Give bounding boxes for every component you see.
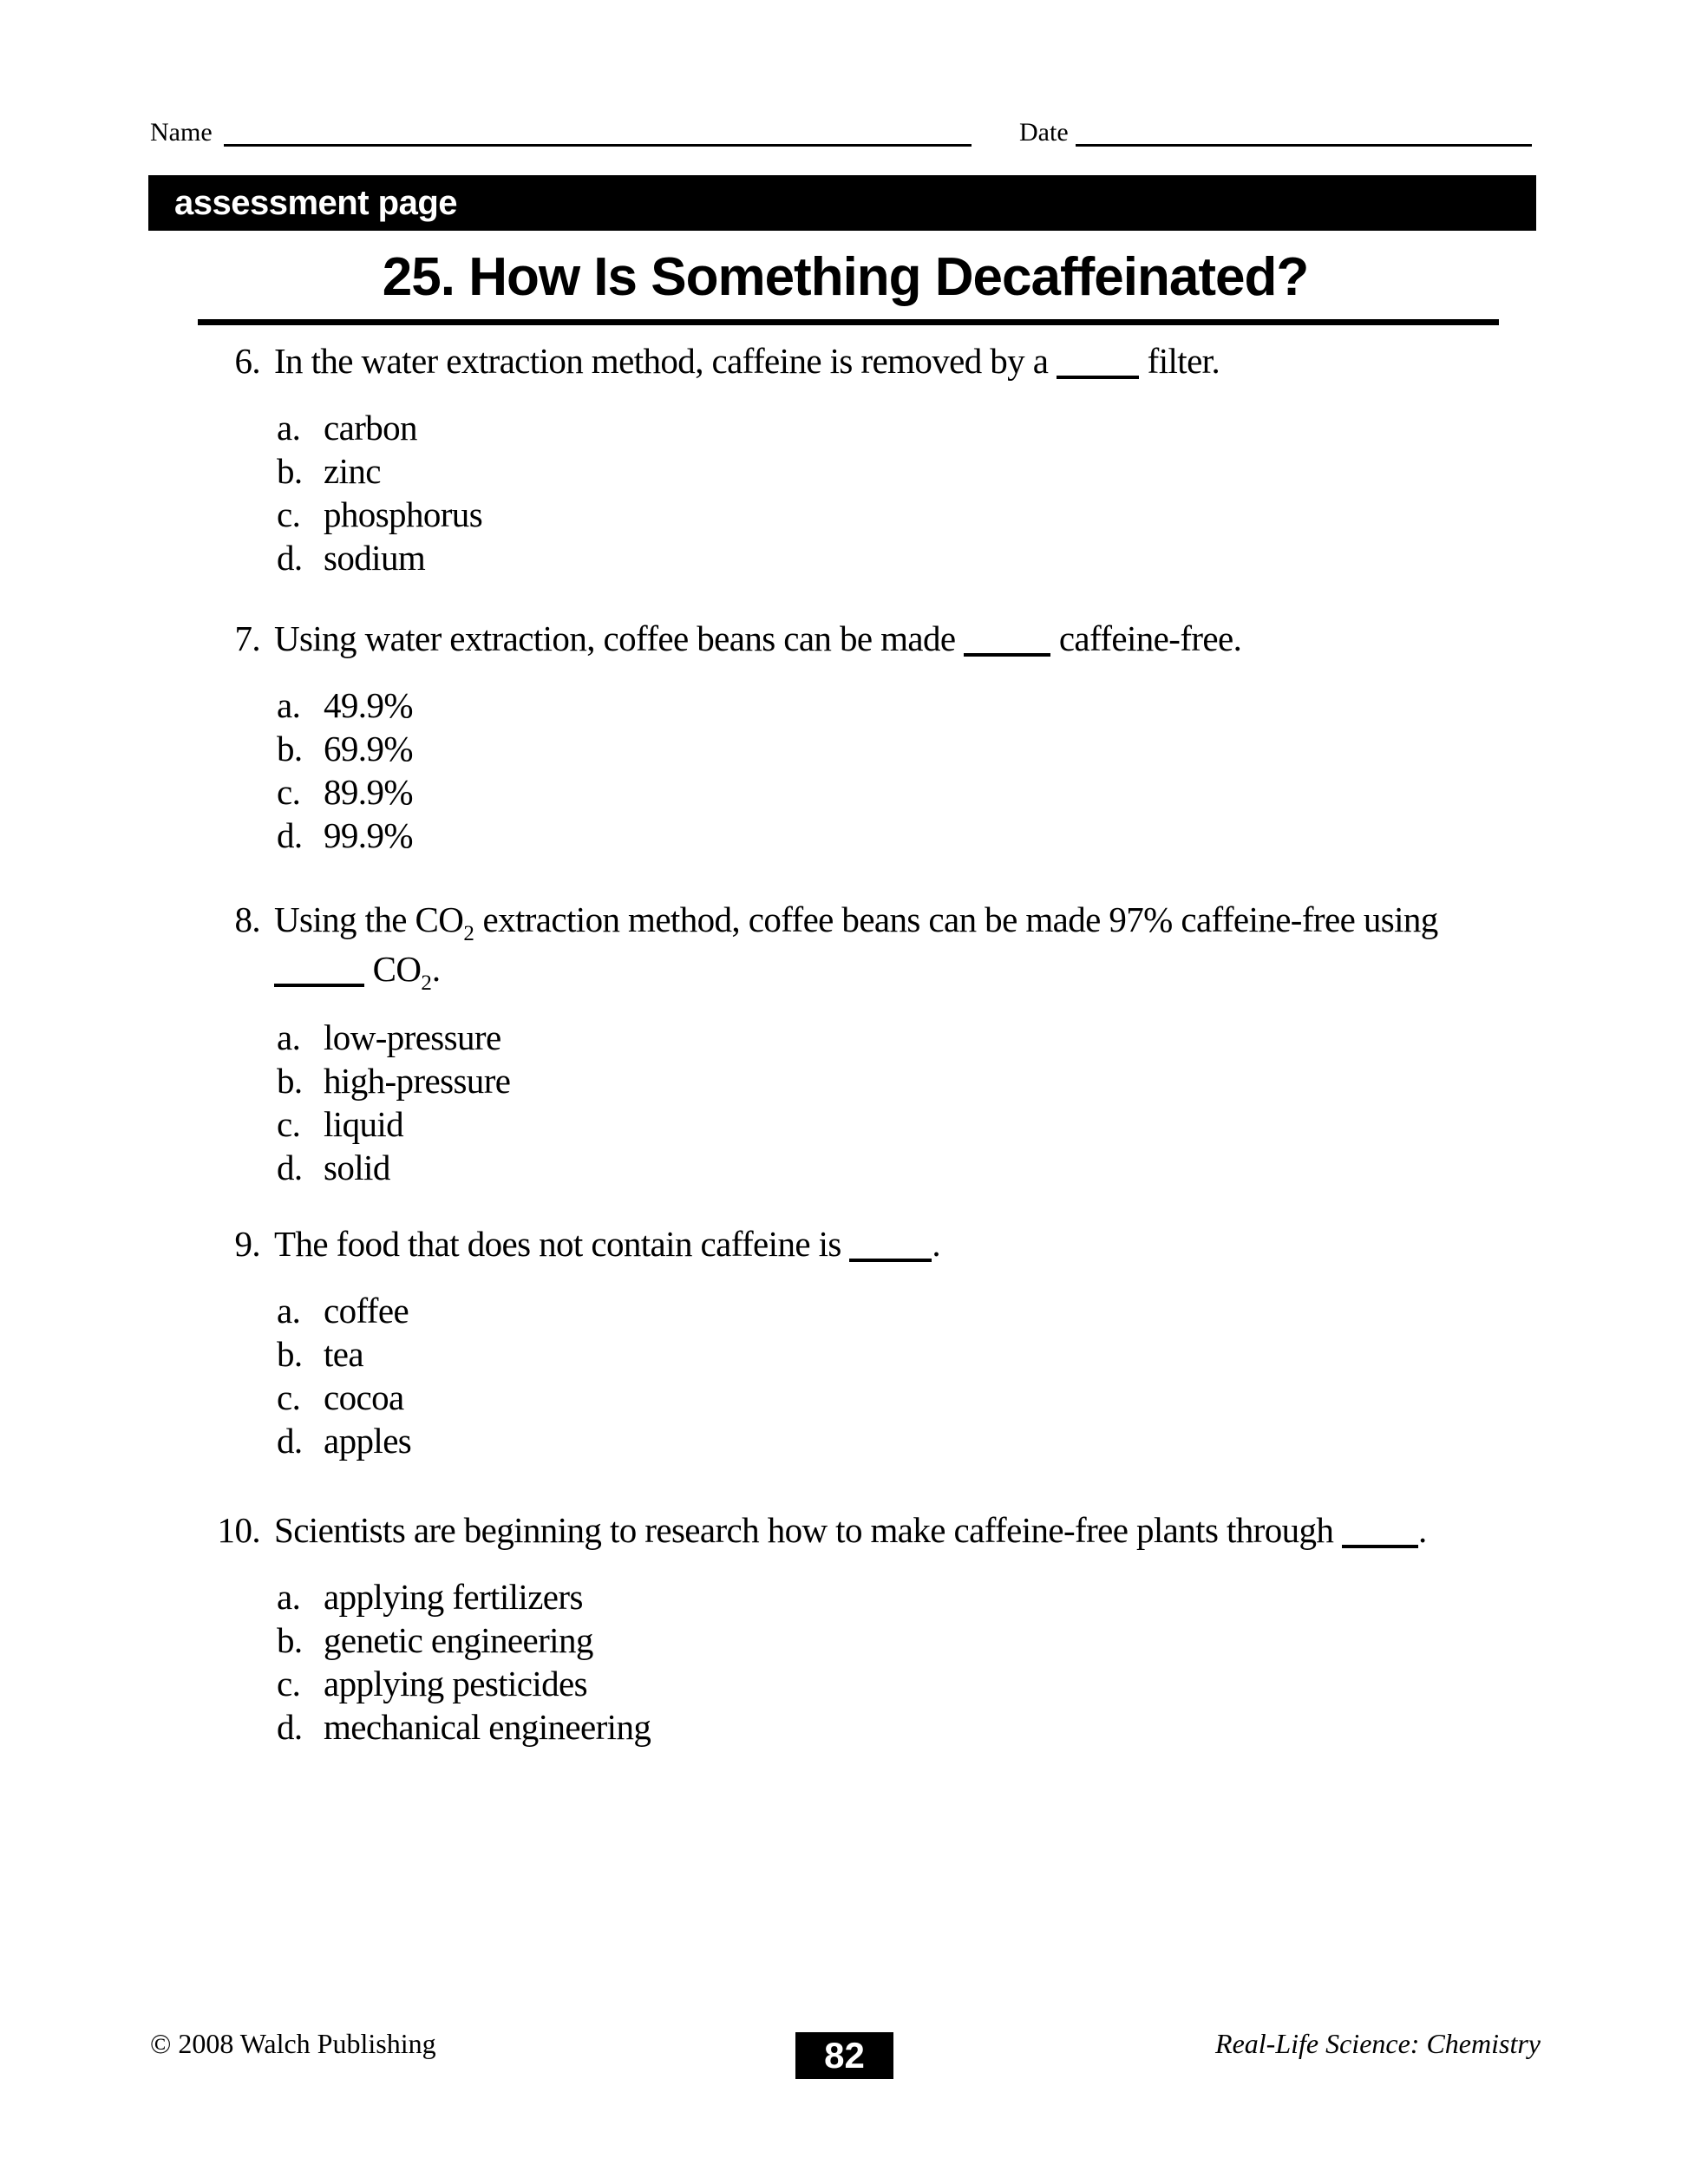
question-number: 6.: [234, 341, 260, 381]
options-list: [150, 1575, 1567, 1749]
question-10: [150, 1508, 1567, 1749]
option-text: tea: [324, 1334, 363, 1374]
option-letter: d.: [277, 1148, 303, 1187]
option-text: sodium: [324, 538, 426, 578]
option-row: [150, 449, 1567, 493]
question-line: [150, 898, 1567, 997]
options-list: [150, 406, 1567, 579]
question-text-before: Using water extraction, coffee beans can be made: [274, 618, 956, 658]
option-letter: a.: [277, 1017, 301, 1057]
option-text: 69.9%: [324, 729, 413, 768]
question-text-line2: [274, 947, 1438, 997]
option-text: applying pesticides: [324, 1664, 588, 1703]
footer-copyright: © 2008 Walch Publishing: [150, 2028, 436, 2059]
title-rule: [198, 319, 1499, 325]
question-line: [150, 1222, 1567, 1265]
option-letter: c.: [277, 1104, 301, 1144]
question-text: [274, 617, 1241, 660]
option-letter: a.: [277, 1577, 301, 1617]
option-text: mechanical engineering: [324, 1707, 651, 1747]
option-text: applying fertilizers: [324, 1577, 583, 1617]
option-letter: d.: [277, 815, 303, 855]
option-text: high-pressure: [324, 1061, 511, 1101]
answer-blank: [964, 653, 1050, 657]
option-text: phosphorus: [324, 494, 483, 534]
option-text: genetic engineering: [324, 1620, 593, 1660]
assessment-banner: [148, 175, 1536, 231]
option-row: [150, 1332, 1567, 1376]
option-letter: c.: [277, 1664, 301, 1703]
question-line: [150, 617, 1567, 660]
option-letter: c.: [277, 1377, 301, 1417]
worksheet-title: [150, 247, 1541, 307]
option-letter: d.: [277, 538, 303, 578]
option-row: [150, 727, 1567, 770]
banner-label: assessment page: [174, 184, 458, 222]
option-letter: a.: [277, 1291, 301, 1331]
option-letter: b.: [277, 1620, 303, 1660]
option-text: coffee: [324, 1291, 409, 1331]
name-label: Name: [150, 118, 213, 147]
option-row: [150, 1705, 1567, 1749]
answer-blank: [274, 984, 364, 987]
question-text: [274, 898, 1438, 997]
option-row: [150, 814, 1567, 857]
question-text-before: Scientists are beginning to research how to make caffeine-free plants through: [274, 1510, 1334, 1550]
option-row: [150, 1618, 1567, 1662]
option-row: [150, 770, 1567, 814]
option-row: [150, 1376, 1567, 1419]
page-number: 82: [824, 2035, 865, 2076]
question-number: 7.: [234, 618, 260, 658]
co2-subscript: 2: [421, 971, 432, 995]
question-text-after: caffeine-free.: [1058, 618, 1242, 658]
question-text: [274, 1222, 940, 1265]
option-text: liquid: [324, 1104, 404, 1144]
option-text: cocoa: [324, 1377, 404, 1417]
option-text: 99.9%: [324, 815, 413, 855]
question-number: 10.: [217, 1510, 260, 1550]
option-letter: d.: [277, 1421, 303, 1461]
option-row: [150, 1146, 1567, 1189]
option-text: zinc: [324, 451, 381, 491]
question-text-post: extraction method, coffee beans can be made 97% caffeine-free using: [482, 899, 1438, 939]
footer-book-title: Real-Life Science: Chemistry: [1215, 2028, 1541, 2059]
worksheet-title-text: 25. How Is Something Decaffeinated?: [382, 247, 1309, 307]
option-row: [150, 406, 1567, 449]
option-row: [150, 493, 1567, 536]
option-text: 89.9%: [324, 772, 413, 812]
question-text-line1: [274, 898, 1438, 947]
date-blank-line: [1076, 144, 1532, 147]
question-text-after: .: [431, 949, 441, 989]
question-text: [274, 339, 1220, 383]
question-8: [150, 898, 1567, 1189]
option-text: carbon: [324, 408, 417, 448]
date-label: Date: [1019, 118, 1069, 147]
option-letter: b.: [277, 1061, 303, 1101]
option-letter: c.: [277, 494, 301, 534]
option-letter: b.: [277, 729, 303, 768]
option-text: apples: [324, 1421, 412, 1461]
option-text: solid: [324, 1148, 390, 1187]
question-number: 9.: [234, 1224, 260, 1264]
option-row: [150, 536, 1567, 579]
co2-formula: CO: [372, 949, 422, 989]
question-number: 8.: [234, 899, 260, 939]
option-row: [150, 683, 1567, 727]
question-text-after: filter.: [1147, 341, 1220, 381]
answer-blank: [1057, 376, 1139, 379]
name-blank-line: [224, 144, 972, 147]
option-row: [150, 1016, 1567, 1059]
option-text: low-pressure: [324, 1017, 501, 1057]
question-6: [150, 339, 1567, 579]
option-letter: b.: [277, 451, 303, 491]
question-9: [150, 1222, 1567, 1462]
question-7: [150, 617, 1567, 857]
co2-subscript: 2: [463, 922, 474, 945]
question-text-after: .: [932, 1224, 941, 1264]
answer-blank: [1342, 1545, 1418, 1548]
option-letter: d.: [277, 1707, 303, 1747]
question-line: [150, 1508, 1567, 1552]
option-letter: c.: [277, 772, 301, 812]
question-line: [150, 339, 1567, 383]
options-list: [150, 683, 1567, 857]
question-text-after: .: [1417, 1510, 1427, 1550]
question-text-before: The food that does not contain caffeine is: [274, 1224, 841, 1264]
option-row: [150, 1419, 1567, 1462]
option-row: [150, 1059, 1567, 1102]
option-letter: a.: [277, 408, 301, 448]
question-text-pre: Using the CO: [274, 899, 464, 939]
option-row: [150, 1662, 1567, 1705]
page-number-box: [795, 2032, 893, 2079]
option-letter: b.: [277, 1334, 303, 1374]
option-letter: a.: [277, 685, 301, 725]
question-text-before: In the water extraction method, caffeine is removed by a: [274, 341, 1049, 381]
options-list: [150, 1289, 1567, 1462]
option-row: [150, 1102, 1567, 1146]
option-row: [150, 1575, 1567, 1618]
option-row: [150, 1289, 1567, 1332]
option-text: 49.9%: [324, 685, 413, 725]
options-list: [150, 1016, 1567, 1189]
answer-blank: [849, 1259, 932, 1262]
question-text: [274, 1508, 1427, 1552]
